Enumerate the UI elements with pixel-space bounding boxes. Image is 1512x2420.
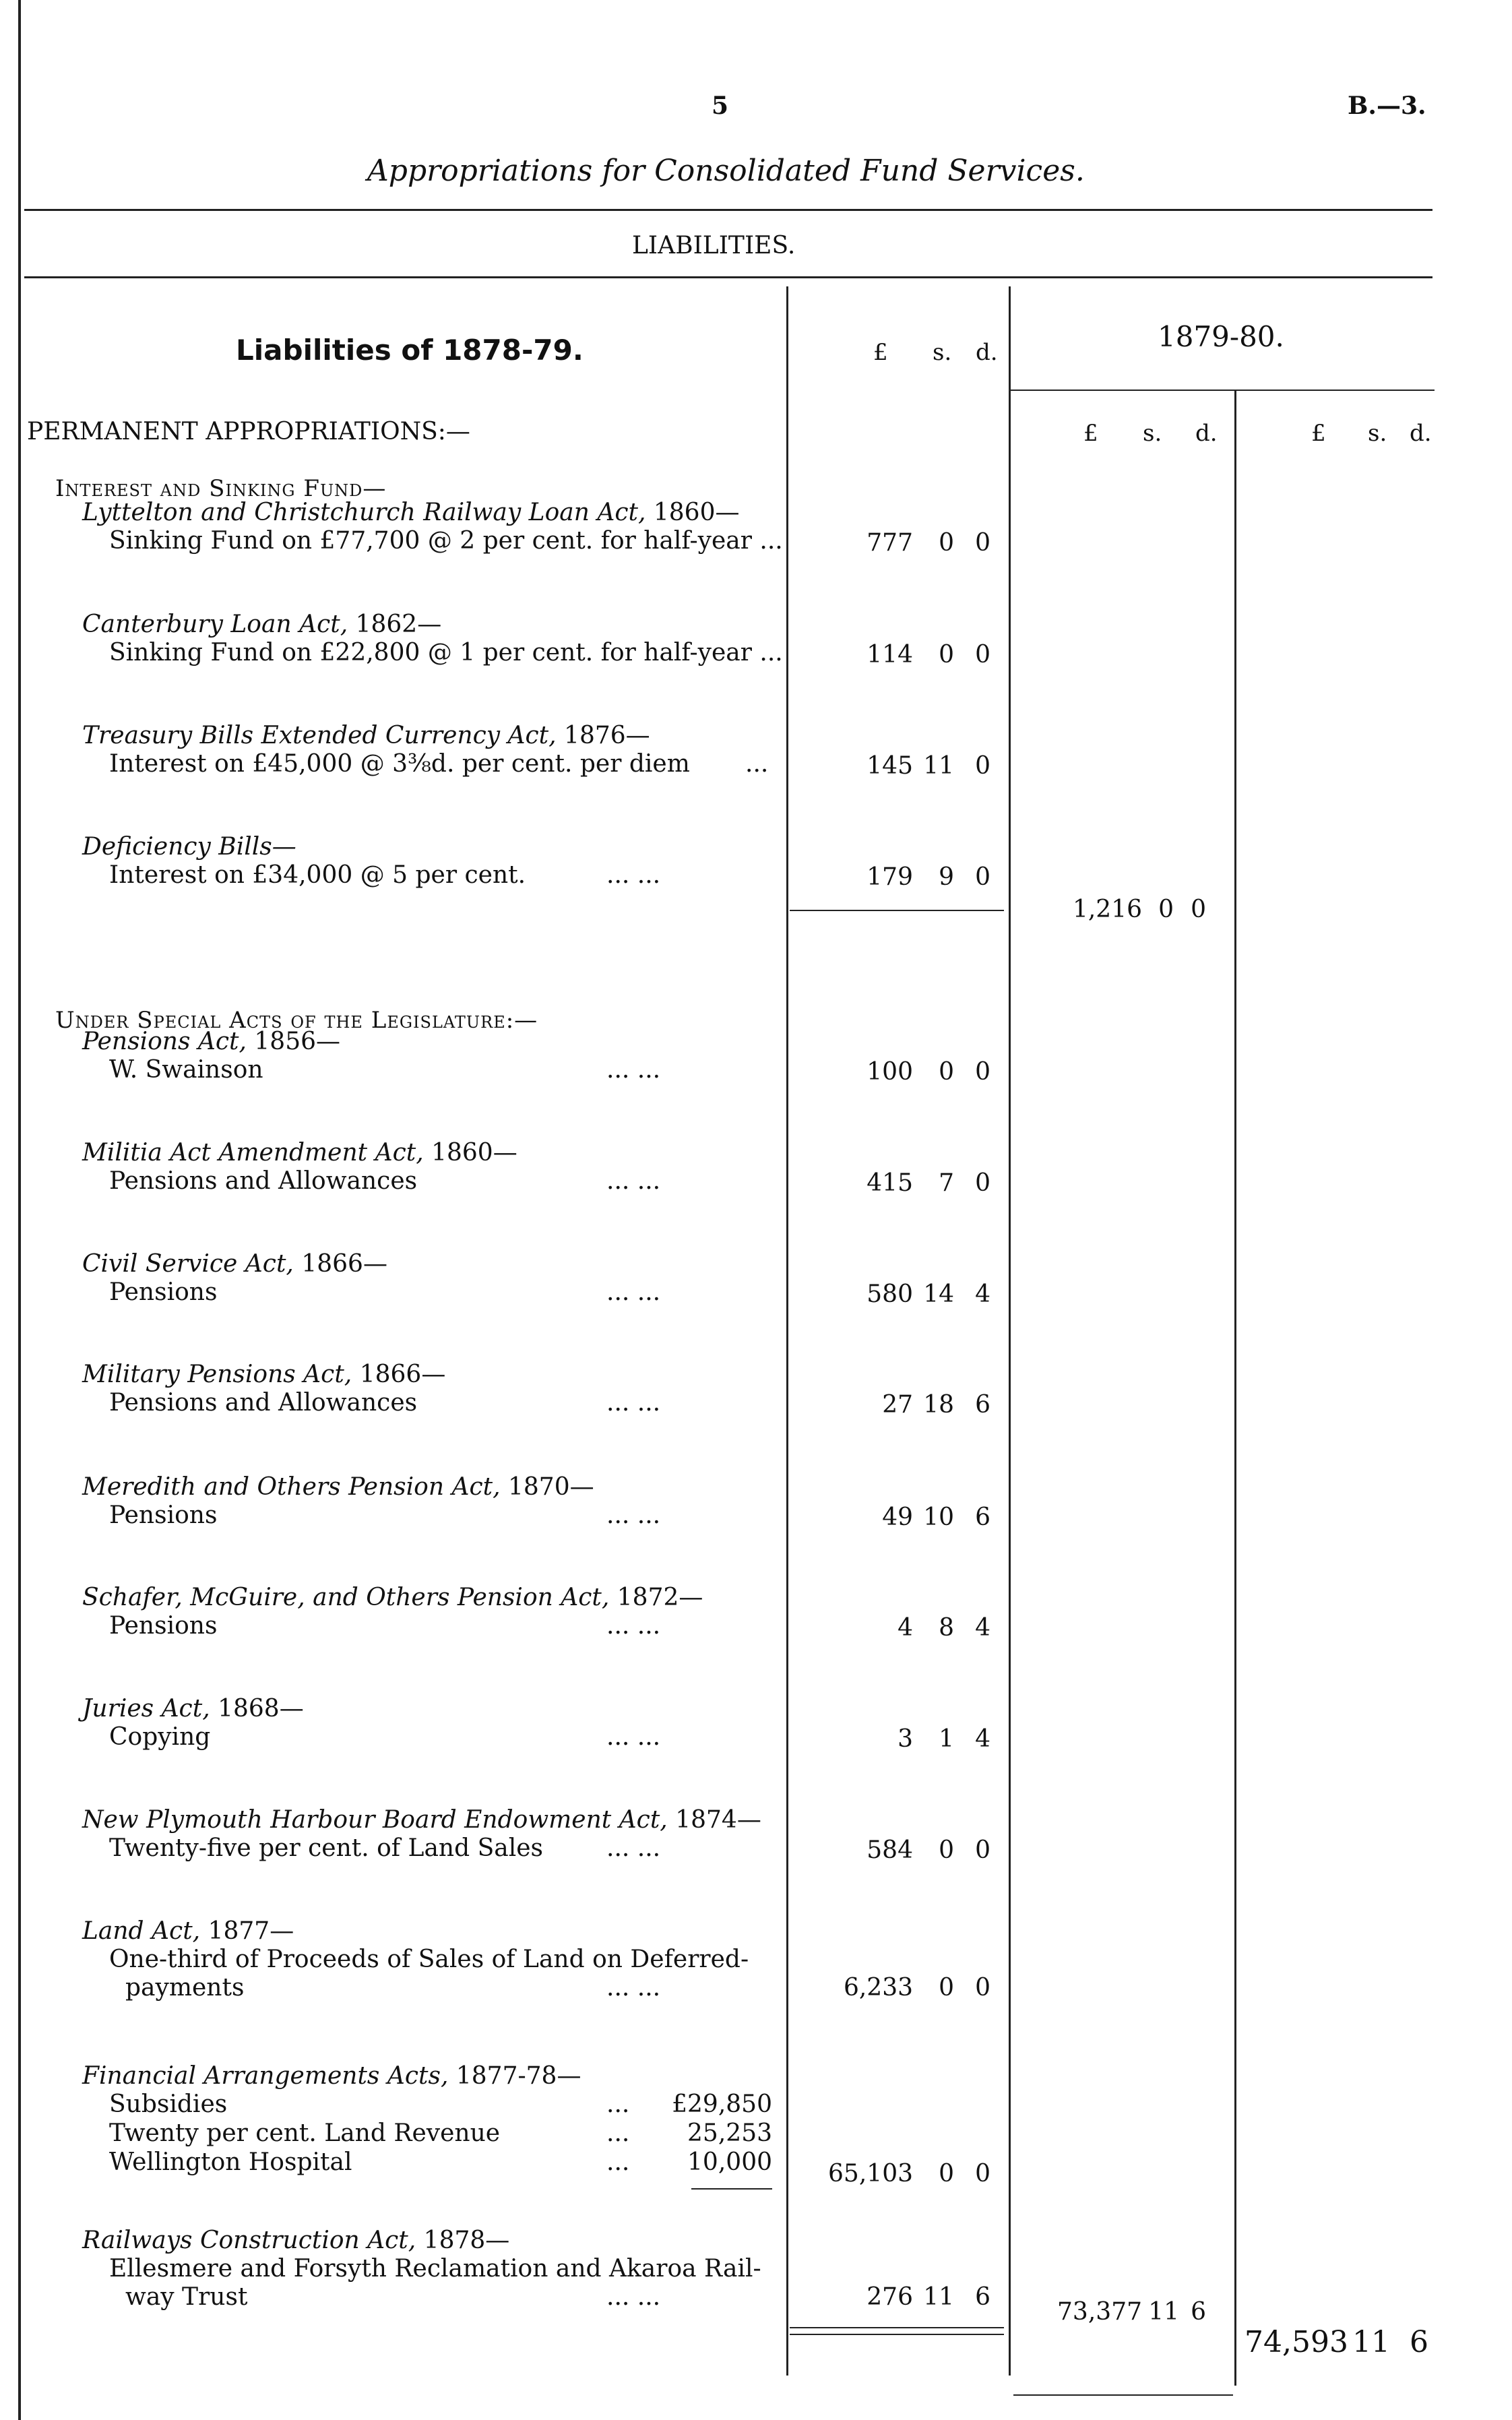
financial-item-label: Wellington Hospital: [109, 2148, 352, 2176]
act-heading-line: [82, 1250, 387, 1278]
act-year: 1877—: [208, 1917, 294, 1945]
title-rule: [24, 209, 1432, 211]
amount-pounds: 65,103: [828, 2160, 913, 2188]
act-year: 1872—: [617, 1584, 703, 1611]
amount-shillings: 0: [939, 1058, 954, 1086]
leader-dots: ...: [606, 2119, 630, 2147]
amount-pence: 0: [975, 529, 990, 557]
act-heading-line: [82, 1473, 594, 1501]
act-year: 1870—: [507, 1473, 594, 1501]
column-divider-3: [1234, 391, 1236, 2386]
entry-description: Twenty-five per cent. of Land Sales: [109, 1834, 544, 1862]
subtotal-special-shillings: 11: [1148, 2298, 1179, 2326]
act-heading-line: [82, 1139, 517, 1167]
act-heading-line: [82, 1028, 340, 1055]
amount-shillings: 14: [923, 1280, 954, 1308]
entry-description: W. Swainson: [109, 1056, 263, 1084]
amount-shillings: 11: [923, 2283, 954, 2311]
act-heading-line: [82, 722, 650, 749]
amount-pence: 0: [975, 863, 990, 891]
grand-total-pence: 6: [1410, 2325, 1428, 2359]
amount-pence: 0: [975, 641, 990, 669]
entry-description: Interest on £34,000 @ 5 per cent.: [109, 861, 526, 889]
act-name: Military Pensions Act,: [82, 1361, 352, 1388]
left-border: [18, 0, 21, 2420]
act-heading-line: [82, 2227, 509, 2254]
amount-pounds: 49: [882, 1503, 913, 1531]
special-acts-heading: Under Special Acts of the Legislature:—: [55, 1007, 538, 1034]
amount-pounds: 27: [882, 1391, 913, 1419]
leader-dots: ... ...: [606, 2283, 661, 2311]
act-year: 1860—: [431, 1139, 517, 1167]
act-name: Militia Act Amendment Act,: [82, 1139, 424, 1167]
amount-shillings: 0: [939, 1836, 954, 1864]
amount-shillings: 0: [939, 641, 954, 669]
leader-dots: ... ...: [606, 1723, 661, 1751]
entry-description: Sinking Fund on £22,800 @ 1 per cent. for half-year ...: [109, 639, 783, 666]
col-s-1: s.: [933, 339, 952, 366]
amount-pounds: 276: [867, 2283, 913, 2311]
subtotal-interest-pence: 0: [1191, 896, 1206, 923]
act-year: 1877-78—: [455, 2062, 581, 2090]
act-year: 1862—: [355, 611, 442, 638]
financial-item-label: Twenty per cent. Land Revenue: [109, 2119, 501, 2147]
grand-total-shillings: 11: [1352, 2325, 1390, 2359]
amount-shillings: 0: [939, 529, 954, 557]
amount-shillings: 10: [923, 1503, 954, 1531]
act-title: Deficiency Bills—: [82, 833, 296, 861]
amount-pence: 0: [975, 1169, 990, 1197]
entry-description: Pensions and Allowances: [109, 1389, 418, 1417]
amount-shillings: 0: [939, 1974, 954, 2002]
year-total-rule: [1013, 2394, 1233, 2396]
act-name: Land Act,: [82, 1917, 201, 1945]
col-pound-2: £: [1083, 420, 1098, 447]
amount-pence: 4: [975, 1725, 990, 1753]
year-heading: 1879-80.: [1158, 320, 1284, 353]
permanent-appropriations-heading: PERMANENT APPROPRIATIONS:—: [27, 418, 470, 445]
entry-description: One-third of Proceeds of Sales of Land on Deferred-: [109, 1946, 749, 1973]
act-heading-line: [82, 1695, 304, 1723]
amount-shillings: 0: [939, 2160, 954, 2188]
leader-dots: ... ...: [606, 1389, 661, 1417]
act-name: Treasury Bills Extended Currency Act,: [82, 722, 557, 749]
subtotal-special-pence: 6: [1191, 2298, 1206, 2326]
entry-description: Ellesmere and Forsyth Reclamation and Akaroa Rail-: [109, 2255, 761, 2283]
amount-pounds: 100: [867, 1058, 913, 1086]
entry-description-continued: way Trust: [125, 2283, 248, 2311]
subtotal-interest-shillings: 0: [1158, 896, 1174, 923]
entry-description: Interest on £45,000 @ 3⅜d. per cent. per diem: [109, 750, 690, 778]
leader-dots: ... ...: [606, 1278, 661, 1306]
amount-shillings: 8: [939, 1614, 954, 1642]
leader-dots: ... ...: [606, 1167, 661, 1195]
column-divider-1: [786, 286, 788, 2376]
section-title: LIABILITIES.: [632, 232, 796, 259]
amount-pence: 0: [975, 752, 990, 780]
amount-pounds: 4: [897, 1614, 913, 1642]
page-number: 5: [712, 92, 729, 120]
entry-description: Copying: [109, 1723, 211, 1751]
act-year: 1874—: [675, 1806, 761, 1834]
amount-pence: 0: [975, 1058, 990, 1086]
act-year: 1860—: [653, 499, 740, 526]
amount-pounds: 145: [867, 752, 913, 780]
entry-description-continued: payments: [125, 1974, 245, 2002]
interest-subtotal-rule: [790, 910, 1004, 911]
leader-dots: ...: [745, 750, 769, 778]
leader-dots: ... ...: [606, 1834, 661, 1862]
amount-shillings: 7: [939, 1169, 954, 1197]
leader-dots: ...: [606, 2148, 630, 2176]
leader-dots: ... ...: [606, 1501, 661, 1529]
financial-item-amount: 10,000: [687, 2148, 772, 2176]
act-name: Canterbury Loan Act,: [82, 611, 348, 638]
subtotal-special-pounds: 73,377: [1057, 2298, 1142, 2326]
liabilities-heading: Liabilities of 1878-79.: [236, 334, 584, 367]
act-name: Pensions Act,: [82, 1028, 247, 1055]
act-heading-line: [82, 1917, 294, 1945]
entry-description: Pensions and Allowances: [109, 1167, 418, 1195]
entry-description: Sinking Fund on £77,700 @ 2 per cent. for half-year ...: [109, 527, 783, 555]
amount-pounds: 179: [867, 863, 913, 891]
entry-description: Pensions: [109, 1278, 218, 1306]
leader-dots: ... ...: [606, 1612, 661, 1640]
col-d-2: d.: [1195, 420, 1218, 447]
column-divider-2: [1009, 286, 1011, 2376]
act-name: Juries Act,: [82, 1695, 210, 1723]
act-year: 1868—: [218, 1695, 304, 1723]
act-name: Meredith and Others Pension Act,: [82, 1473, 501, 1501]
amount-pence: 0: [975, 1836, 990, 1864]
act-year: 1876—: [564, 722, 650, 749]
amount-pence: 6: [975, 1503, 990, 1531]
interest-sinking-fund-heading: Interest and Sinking Fund—: [55, 475, 387, 502]
amount-pounds: 584: [867, 1836, 913, 1864]
financial-item-amount: £29,850: [672, 2090, 772, 2118]
entry-description: Pensions: [109, 1501, 218, 1529]
amount-pounds: 777: [867, 529, 913, 557]
act-heading-line: [82, 2062, 581, 2090]
col-d-3: d.: [1410, 420, 1432, 447]
col-pound-1: £: [873, 339, 888, 366]
leader-dots: ... ...: [606, 1056, 661, 1084]
act-name: Railways Construction Act,: [82, 2227, 416, 2254]
col-s-2: s.: [1143, 420, 1162, 447]
amount-pounds: 3: [897, 1725, 913, 1753]
subtotal-interest-pounds: 1,216: [1072, 896, 1142, 923]
amount-pounds: 415: [867, 1169, 913, 1197]
special-subtotal-rule: [790, 2327, 1004, 2328]
page-title: Appropriations for Consolidated Fund Services.: [367, 154, 1085, 188]
amount-pounds: 580: [867, 1280, 913, 1308]
act-heading-line: [82, 1361, 445, 1388]
amount-pence: 6: [975, 1391, 990, 1419]
year-heading-rule: [1009, 390, 1435, 391]
amount-pence: 6: [975, 2283, 990, 2311]
amount-shillings: 1: [939, 1725, 954, 1753]
amount-shillings: 11: [923, 752, 954, 780]
leader-dots: ...: [606, 2090, 630, 2118]
act-name: New Plymouth Harbour Board Endowment Act,: [82, 1806, 668, 1834]
financial-item-label: Subsidies: [109, 2090, 228, 2118]
amount-pounds: 114: [867, 641, 913, 669]
amount-pence: 0: [975, 2160, 990, 2188]
amount-shillings: 9: [939, 863, 954, 891]
act-name: Civil Service Act,: [82, 1250, 294, 1278]
amount-pounds: 6,233: [843, 1974, 913, 2002]
act-name: Lyttelton and Christchurch Railway Loan Act,: [82, 499, 646, 526]
act-year: 1856—: [254, 1028, 341, 1055]
leader-dots: ... ...: [606, 861, 661, 889]
document-reference: B.—3.: [1348, 92, 1426, 120]
amount-pence: 4: [975, 1614, 990, 1642]
special-subtotal-rule-2: [790, 2334, 1004, 2335]
financial-sum-rule: [691, 2188, 772, 2190]
act-year: 1866—: [301, 1250, 387, 1278]
act-heading-line: [82, 611, 441, 638]
section-rule: [24, 276, 1432, 278]
amount-pence: 0: [975, 1974, 990, 2002]
col-pound-3: £: [1311, 420, 1326, 447]
amount-shillings: 18: [923, 1391, 954, 1419]
col-s-3: s.: [1368, 420, 1387, 447]
act-name: Financial Arrangements Acts,: [82, 2062, 449, 2090]
act-heading-line: [82, 1584, 703, 1611]
entry-description: Pensions: [109, 1612, 218, 1640]
grand-total-pounds: 74,593: [1245, 2325, 1348, 2359]
act-heading-line: [82, 499, 740, 526]
financial-item-amount: 25,253: [687, 2119, 772, 2147]
leader-dots: ... ...: [606, 1974, 661, 2002]
act-year: 1878—: [423, 2227, 510, 2254]
act-year: 1866—: [359, 1361, 446, 1388]
col-d-1: d.: [976, 339, 998, 366]
amount-pence: 4: [975, 1280, 990, 1308]
act-name: Schafer, McGuire, and Others Pension Act,: [82, 1584, 610, 1611]
act-heading-line: [82, 1806, 761, 1834]
